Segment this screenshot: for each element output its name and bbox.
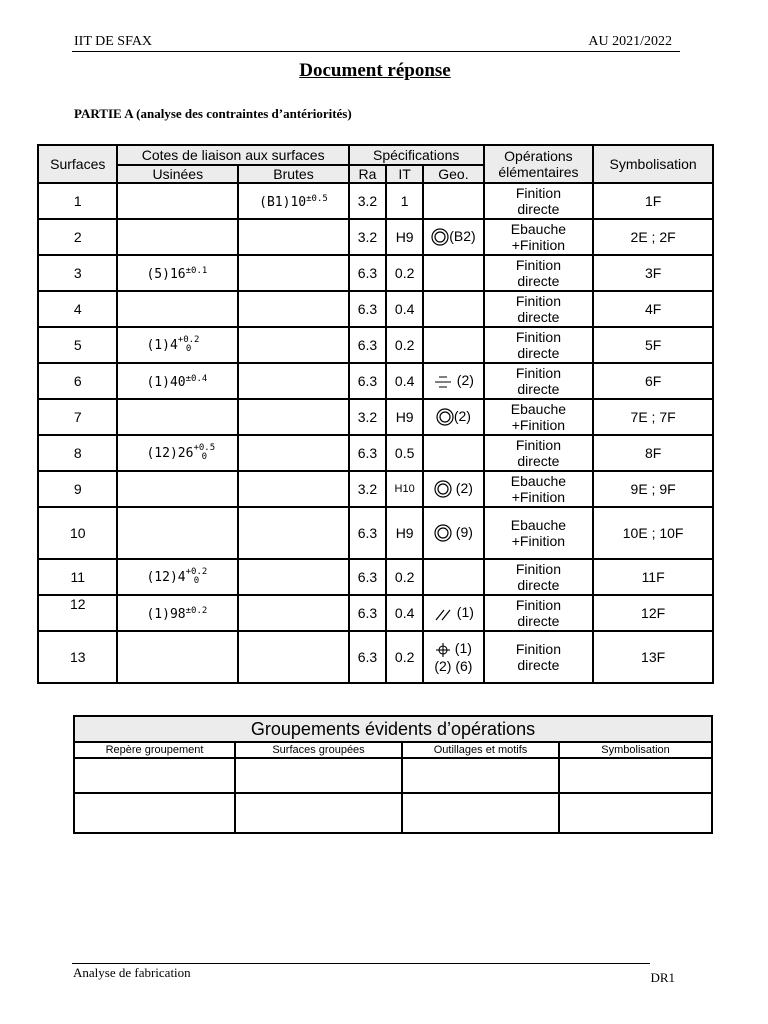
empty-cell[interactable] bbox=[74, 793, 235, 833]
it-value: 0.2 bbox=[386, 255, 423, 291]
header-left: IIT DE SFAX bbox=[74, 34, 153, 49]
it-value: H9 bbox=[386, 219, 423, 255]
geo-spec bbox=[423, 291, 483, 327]
geo-spec bbox=[423, 559, 483, 595]
footer-right: DR1 bbox=[650, 970, 675, 985]
ra-value: 6.3 bbox=[349, 435, 386, 471]
symbolisation: 2E ; 2F bbox=[593, 219, 713, 255]
operation: Finition directe bbox=[484, 327, 594, 363]
surface-number: 13 bbox=[38, 631, 117, 683]
table-row bbox=[38, 471, 713, 507]
it-value: 0.4 bbox=[386, 363, 423, 399]
col-specifications: Spécifications bbox=[349, 145, 484, 165]
operation: Finition directe bbox=[484, 291, 594, 327]
it-value: 0.4 bbox=[386, 291, 423, 327]
col-ra: Ra bbox=[349, 165, 386, 183]
it-value: 0.5 bbox=[386, 435, 423, 471]
surface-number: 1 bbox=[38, 183, 117, 219]
operation: Ebauche +Finition bbox=[484, 399, 594, 435]
surface-number: 7 bbox=[38, 399, 117, 435]
it-value: H9 bbox=[386, 399, 423, 435]
cote-brute bbox=[238, 255, 349, 291]
antecedence-table bbox=[37, 144, 714, 684]
operation: Finition directe bbox=[484, 363, 594, 399]
table-row bbox=[38, 255, 713, 291]
cote-brute bbox=[238, 559, 349, 595]
geo-spec: (2) bbox=[423, 399, 483, 435]
concentricity-icon bbox=[434, 524, 452, 542]
position-icon bbox=[435, 642, 451, 658]
symbolisation: 5F bbox=[593, 327, 713, 363]
parallelism-icon bbox=[433, 606, 453, 622]
empty-cell[interactable] bbox=[235, 758, 402, 793]
cote-usinee: (12)26+0.5 0 bbox=[117, 435, 238, 471]
table-row bbox=[38, 327, 713, 363]
ra-value: 6.3 bbox=[349, 291, 386, 327]
geo-spec bbox=[423, 435, 483, 471]
table-row bbox=[38, 559, 713, 595]
geo-spec: (1) (2) (6) bbox=[423, 631, 483, 683]
surface-number: 4 bbox=[38, 291, 117, 327]
operation: Finition directe bbox=[484, 255, 594, 291]
ra-value: 6.3 bbox=[349, 363, 386, 399]
ra-value: 3.2 bbox=[349, 399, 386, 435]
table-row bbox=[38, 183, 713, 219]
cote-usinee bbox=[117, 399, 238, 435]
col-surfaces-groupees: Surfaces groupées bbox=[235, 742, 402, 758]
empty-cell[interactable] bbox=[74, 758, 235, 793]
cote-brute bbox=[238, 631, 349, 683]
cote-usinee: (1)4+0.2 0 bbox=[117, 327, 238, 363]
table-row bbox=[38, 507, 713, 559]
col-cotes: Cotes de liaison aux surfaces bbox=[117, 145, 348, 165]
cote-brute bbox=[238, 219, 349, 255]
cote-usinee bbox=[117, 183, 238, 219]
operation: Finition directe bbox=[484, 595, 594, 631]
table-row bbox=[38, 595, 713, 631]
ra-value: 6.3 bbox=[349, 631, 386, 683]
cote-usinee: $(1)40^{\pm 0.4}$ bbox=[117, 363, 238, 399]
table-row bbox=[38, 435, 713, 471]
cote-brute bbox=[238, 435, 349, 471]
header-right: AU 2021/2022 bbox=[588, 34, 672, 49]
geo-spec: (1) bbox=[423, 595, 483, 631]
geo-spec: (2) bbox=[423, 363, 483, 399]
footer-left: Analyse de fabrication bbox=[73, 965, 191, 980]
symbolisation: 10E ; 10F bbox=[593, 507, 713, 559]
geo-spec: (B2) bbox=[423, 219, 483, 255]
table-row bbox=[38, 399, 713, 435]
geo-spec: (9) bbox=[423, 507, 483, 559]
cote-brute bbox=[238, 291, 349, 327]
col-symbolisation: Symbolisation bbox=[559, 742, 712, 758]
col-brutes: Brutes bbox=[238, 165, 349, 183]
ra-value: 6.3 bbox=[349, 507, 386, 559]
cote-usinee: $(1)98^{\pm 0.2}$ bbox=[117, 595, 238, 631]
operation: Finition directe bbox=[484, 435, 594, 471]
surface-number: 8 bbox=[38, 435, 117, 471]
surface-number: 6 bbox=[38, 363, 117, 399]
cote-usinee bbox=[117, 291, 238, 327]
col-operations: Opérations élémentaires bbox=[484, 145, 594, 183]
geo-spec bbox=[423, 255, 483, 291]
it-value: H9 bbox=[386, 507, 423, 559]
table-row bbox=[38, 219, 713, 255]
grouping-table bbox=[73, 715, 713, 834]
col-outillages-motifs: Outillages et motifs bbox=[402, 742, 559, 758]
table-row bbox=[38, 291, 713, 327]
empty-cell[interactable] bbox=[559, 793, 712, 833]
cote-usinee: $(5)16^{\pm 0.1}$ bbox=[117, 255, 238, 291]
symbolisation: 13F bbox=[593, 631, 713, 683]
operation: Ebauche +Finition bbox=[484, 471, 594, 507]
symbolisation: 8F bbox=[593, 435, 713, 471]
ra-value: 6.3 bbox=[349, 327, 386, 363]
cote-brute bbox=[238, 363, 349, 399]
symbolisation: 12F bbox=[593, 595, 713, 631]
surface-number: 5 bbox=[38, 327, 117, 363]
symbolisation: 4F bbox=[593, 291, 713, 327]
symbolisation: 7E ; 7F bbox=[593, 399, 713, 435]
geo-spec: (2) bbox=[423, 471, 483, 507]
it-value: 0.2 bbox=[386, 631, 423, 683]
surface-number: 2 bbox=[38, 219, 117, 255]
empty-cell[interactable] bbox=[235, 793, 402, 833]
cote-usinee bbox=[117, 631, 238, 683]
operation: Ebauche +Finition bbox=[484, 219, 594, 255]
cote-brute bbox=[238, 327, 349, 363]
cote-brute bbox=[238, 595, 349, 631]
geo-spec bbox=[423, 327, 483, 363]
col-symbolisation: Symbolisation bbox=[593, 145, 713, 183]
surface-number: 9 bbox=[38, 471, 117, 507]
surface-number: 3 bbox=[38, 255, 117, 291]
operation: Finition directe bbox=[484, 183, 594, 219]
concentricity-icon bbox=[436, 408, 454, 426]
surface-number: 12 bbox=[38, 595, 117, 631]
surface-number: 11 bbox=[38, 559, 117, 595]
operation: Ebauche +Finition bbox=[484, 507, 594, 559]
table-row bbox=[74, 758, 712, 793]
table-row bbox=[38, 631, 713, 683]
it-value: H10 bbox=[386, 471, 423, 507]
cote-brute bbox=[238, 471, 349, 507]
table-row bbox=[74, 793, 712, 833]
empty-cell[interactable] bbox=[402, 793, 559, 833]
cote-usinee bbox=[117, 471, 238, 507]
concentricity-icon bbox=[434, 480, 452, 498]
ra-value: 3.2 bbox=[349, 471, 386, 507]
concentricity-icon bbox=[431, 228, 449, 246]
operation: Finition directe bbox=[484, 559, 594, 595]
surface-number: 10 bbox=[38, 507, 117, 559]
cote-usinee: (12)4+0.2 0 bbox=[117, 559, 238, 595]
it-value: 0.4 bbox=[386, 595, 423, 631]
col-geo: Geo. bbox=[423, 165, 483, 183]
empty-cell[interactable] bbox=[402, 758, 559, 793]
col-surfaces: Surfaces bbox=[38, 145, 117, 183]
it-value: 0.2 bbox=[386, 559, 423, 595]
table-row bbox=[38, 363, 713, 399]
symbolisation: 9E ; 9F bbox=[593, 471, 713, 507]
it-value: 1 bbox=[386, 183, 423, 219]
it-value: 0.2 bbox=[386, 327, 423, 363]
ra-value: 6.3 bbox=[349, 255, 386, 291]
cote-brute: $(B1)10^{\pm 0.5}$ bbox=[238, 183, 349, 219]
ra-value: 6.3 bbox=[349, 559, 386, 595]
col-repere-groupement: Repère groupement bbox=[74, 742, 235, 758]
symbolisation: 6F bbox=[593, 363, 713, 399]
geo-spec bbox=[423, 183, 483, 219]
grouping-title: Groupements évidents d’opérations bbox=[74, 716, 712, 742]
col-usinees: Usinées bbox=[117, 165, 238, 183]
empty-cell[interactable] bbox=[559, 758, 712, 793]
cote-brute bbox=[238, 399, 349, 435]
ra-value: 6.3 bbox=[349, 595, 386, 631]
col-it: IT bbox=[386, 165, 423, 183]
symbolisation: 11F bbox=[593, 559, 713, 595]
operation: Finition directe bbox=[484, 631, 594, 683]
symmetry-icon bbox=[433, 374, 453, 390]
cote-usinee bbox=[117, 219, 238, 255]
cote-usinee bbox=[117, 507, 238, 559]
cote-brute bbox=[238, 507, 349, 559]
footer-divider bbox=[72, 963, 650, 964]
ra-value: 3.2 bbox=[349, 183, 386, 219]
ra-value: 3.2 bbox=[349, 219, 386, 255]
page-title: Document réponse bbox=[299, 60, 451, 81]
section-heading: PARTIE A (analyse des contraintes d’antériorités) bbox=[74, 106, 352, 121]
symbolisation: 1F bbox=[593, 183, 713, 219]
header-divider bbox=[72, 51, 680, 52]
symbolisation: 3F bbox=[593, 255, 713, 291]
